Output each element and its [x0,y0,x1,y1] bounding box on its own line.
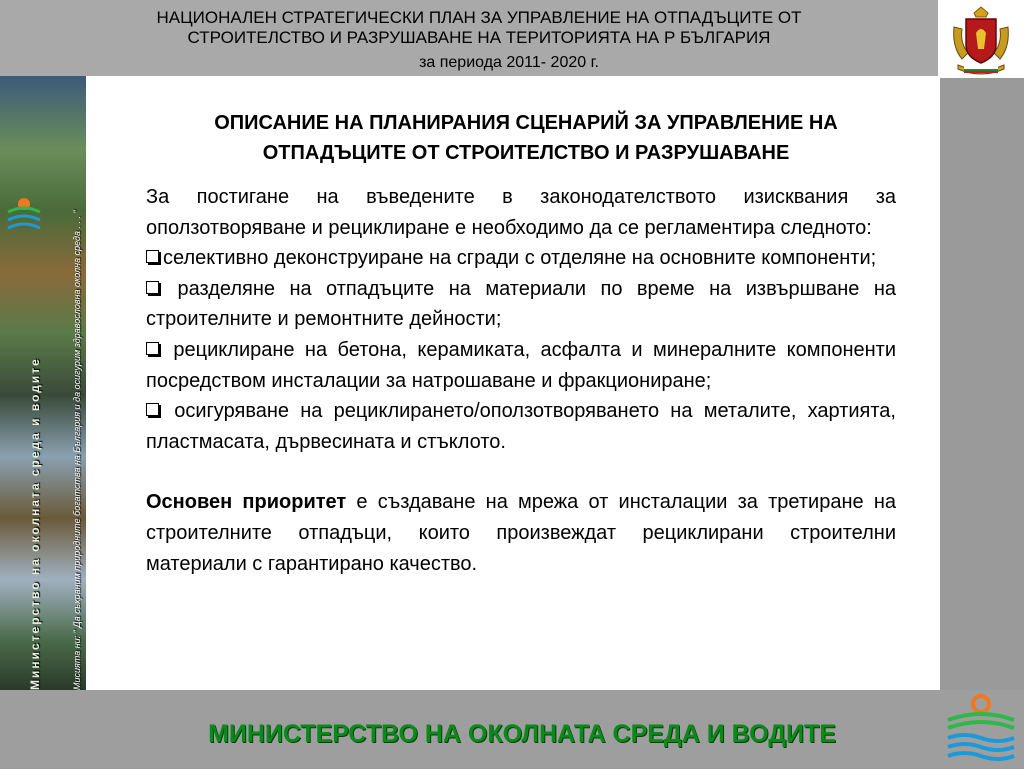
slide-body [146,182,896,579]
checkbox-bullet-icon [146,342,159,355]
list-item [146,335,896,396]
priority-text: е създаване на мрежа от инсталации за третиране на строителните отпадъци, които произвеждат рециклирани строителни материали с гарантирано качество. [146,491,896,575]
footer-ministry-name: МИНИСТЕРСТВО НА ОКОЛНАТА СРЕДА И ВОДИТЕ [208,720,836,748]
ministry-logo-icon [944,692,1018,769]
coat-of-arms-icon [938,0,1024,78]
bullet-text: селективно деконструиране на сгради с отделяне на основните компоненти; [163,247,877,270]
sidebar-motto: Мисията ни: " Да съхраним природните богатства на България и да осигурим здравословна околна среда . . . " [72,210,82,690]
checkbox-bullet-icon [146,403,159,416]
slide-title [106,108,946,168]
slide-title-line-1: ОПИСАНИЕ НА ПЛАНИРАНИЯ СЦЕНАРИЙ ЗА УПРАВЛЕНИЕ НА [214,112,838,134]
header-line-1: НАЦИОНАЛЕН СТРАТЕГИЧЕСКИ ПЛАН ЗА УПРАВЛЕНИЕ НА ОТПАДЪЦИТЕ ОТ [156,8,802,27]
sidebar-vertical-title: Министерство на околната среда и водите [28,357,42,690]
list-item [146,396,896,457]
list-item [146,243,896,274]
list-item [146,274,896,335]
priority-paragraph [146,487,896,579]
slide-content [86,76,940,690]
bullet-text: осигуряване на рециклирането/оползотворяването на металите, хартията, пластмасата, дървесината и стъклото. [146,400,896,453]
checkbox-bullet-icon [146,281,159,294]
bullet-text: разделяне на отпадъците на материали по време на извършване на строителните и ремонтните дейности; [146,277,896,331]
checkbox-bullet-icon [146,250,159,263]
header-line-2: СТРОИТЕЛСТВО И РАЗРУШАВАНЕ НА ТЕРИТОРИЯТА НА Р БЪЛГАРИЯ [187,28,771,47]
intro-paragraph: За постигане на въведените в законодателството изисквания за оползотворяване и рециклиране е необходимо да се регламентира следното: [146,186,896,239]
slide-title-line-2: ОТПАДЪЦИТЕ ОТ СТРОИТЕЛСТВО И РАЗРУШАВАНЕ [262,142,790,164]
bullet-text: рециклиране на бетона, керамиката, асфалта и минералните компоненти посредством инсталации за натрошаване и фракциониране; [146,338,897,392]
priority-label: Основен приоритет [146,491,347,514]
right-margin [940,78,1024,690]
slide-header [0,0,938,76]
header-period: за периода 2011- 2020 г. [419,54,599,71]
